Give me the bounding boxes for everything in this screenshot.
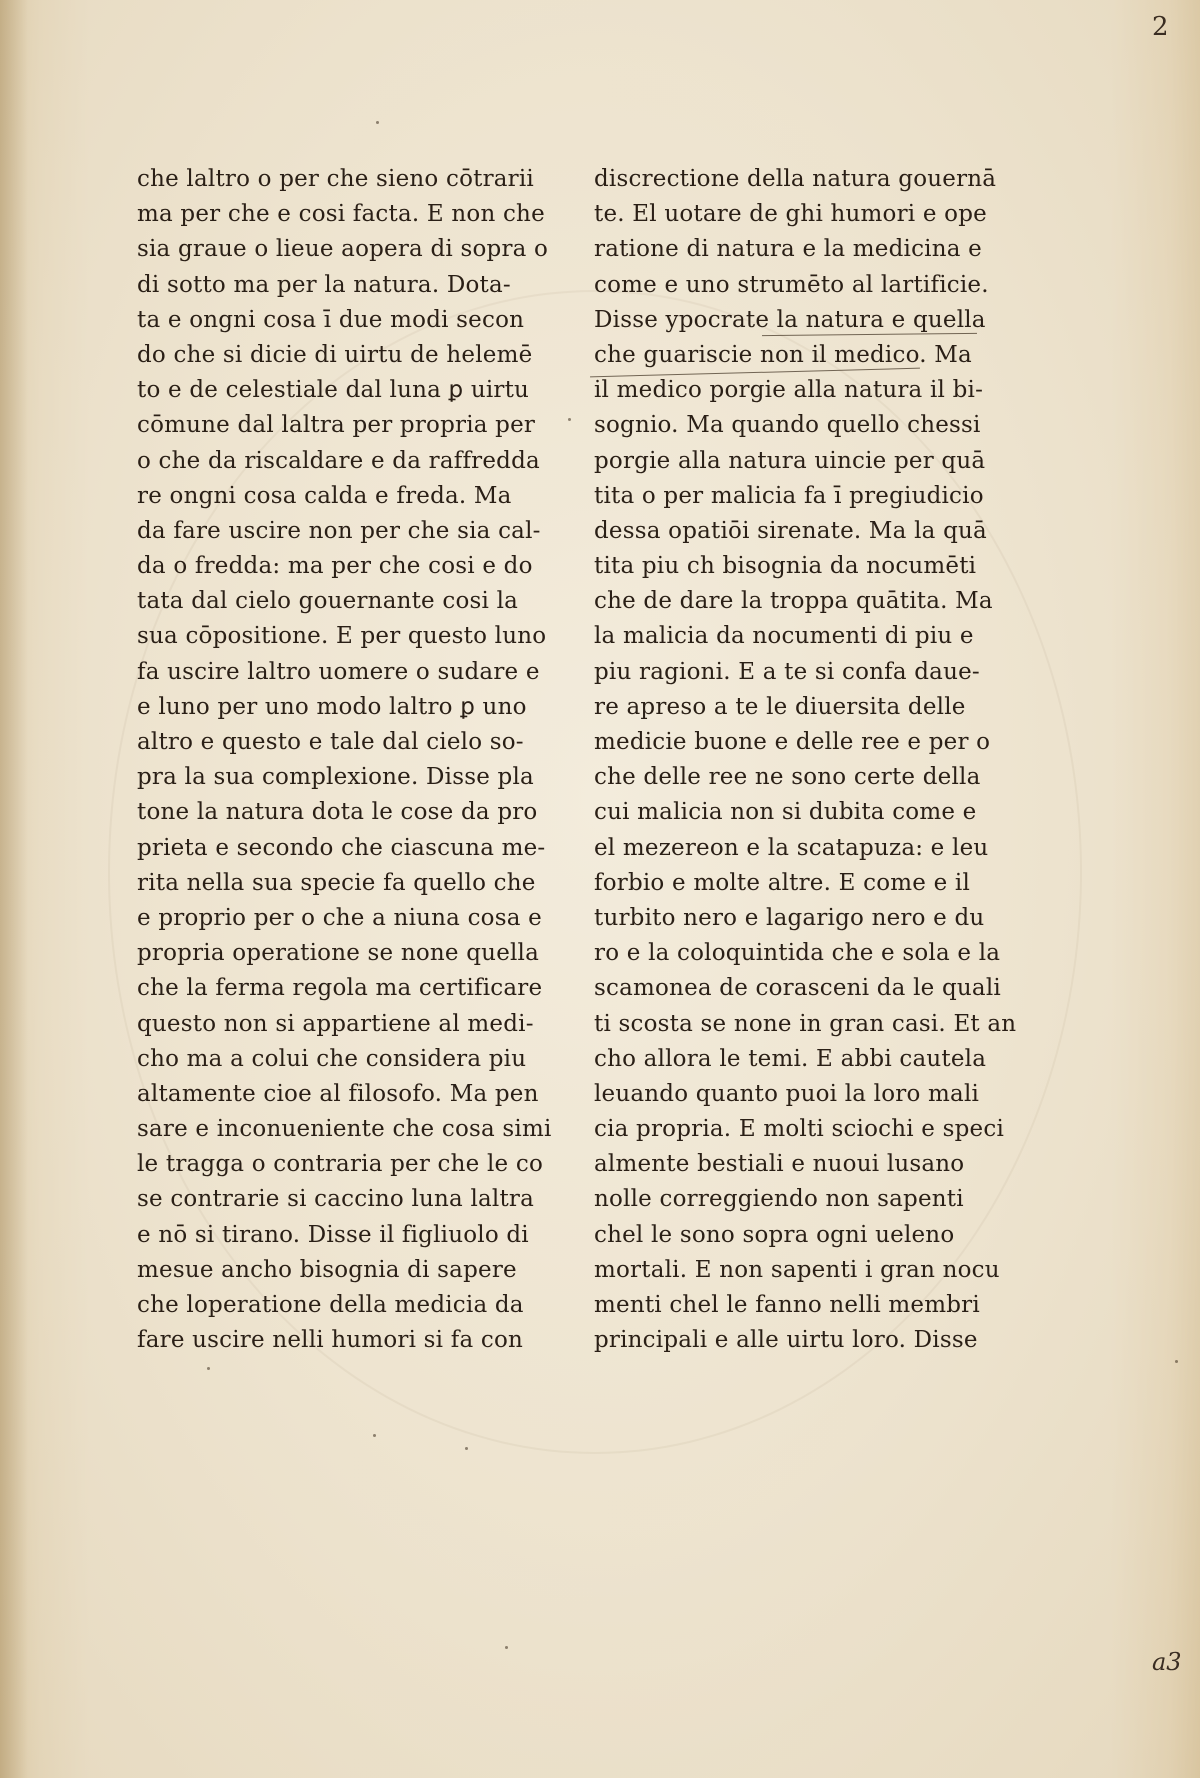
- text-line: ro e la coloquintida che e sola e la: [594, 940, 1001, 967]
- text-line: e luno per uno modo laltro ꝑ uno: [137, 693, 527, 720]
- text-line: rita nella sua specie fa quello che: [137, 869, 536, 896]
- text-line: discrectione della natura gouernā: [594, 166, 997, 192]
- text-line: piu ragioni. E a te si confa daue-: [594, 658, 980, 685]
- ink-fleck: [465, 1447, 468, 1450]
- text-line: porgie alla natura uincie per quā: [594, 447, 986, 474]
- left-text-column: [137, 162, 552, 1358]
- text-line: cui malicia non si dubita come e: [594, 799, 977, 826]
- text-line: che la ferma regola ma certificare: [137, 975, 543, 1002]
- text-line: tata dal cielo gouernante cosi la: [137, 588, 519, 615]
- text-line: che de dare la troppa quātita. Ma: [594, 588, 993, 615]
- text-line: cho ma a colui che considera piu: [137, 1045, 527, 1072]
- text-line: tita o per malicia fa ī pregiudicio: [594, 482, 984, 509]
- text-line: tita piu ch bisognia da nocumēti: [594, 553, 977, 580]
- text-line: le tragga o contraria per che le co: [137, 1151, 543, 1178]
- text-line: menti chel le fanno nelli membri: [594, 1292, 980, 1318]
- text-line: che laltro o per che sieno cōtrarii: [137, 166, 534, 192]
- page-gutter-shadow: [0, 0, 28, 1778]
- text-line: el mezereon e la scatapuza: e leu: [594, 834, 989, 861]
- text-line: e proprio per o che a niuna cosa e: [137, 904, 542, 931]
- text-line: che guariscie non il medico. Ma: [594, 341, 972, 368]
- text-line: propria operatione se none quella: [137, 940, 540, 967]
- ink-fleck: [373, 1434, 376, 1437]
- text-line: che loperatione della medicia da: [137, 1292, 524, 1318]
- text-line: mortali. E non sapenti i gran nocu: [594, 1256, 1000, 1283]
- text-line: fa uscire laltro uomere o sudare e: [137, 658, 540, 685]
- ink-fleck: [568, 418, 571, 421]
- text-line: leuando quanto puoi la loro mali: [594, 1080, 980, 1107]
- text-line: prieta e secondo che ciascuna me-: [137, 834, 546, 861]
- text-line: principali e alle uirtu loro. Disse: [594, 1327, 978, 1354]
- text-line: nolle correggiendo non sapenti: [594, 1186, 964, 1213]
- text-line: te. El uotare de ghi humori e ope: [594, 201, 987, 228]
- text-line: scamonea de corasceni da le quali: [594, 975, 1001, 1002]
- text-line: se contrarie si caccino luna laltra: [137, 1186, 535, 1213]
- text-line: turbito nero e lagarigo nero e du: [594, 904, 985, 931]
- text-line: di sotto ma per la natura. Dota-: [137, 271, 511, 298]
- text-line: dessa opatiōi sirenate. Ma la quā: [594, 517, 987, 544]
- text-line: cia propria. E molti sciochi e speci: [594, 1116, 1005, 1143]
- text-line: ti scosta se none in gran casi. Et an: [594, 1010, 1017, 1037]
- text-line: medicie buone e delle ree e per o: [594, 729, 991, 755]
- text-line: altro e questo e tale dal cielo so-: [137, 729, 524, 755]
- text-line: chel le sono sopra ogni ueleno: [594, 1221, 955, 1248]
- text-line: to e de celestiale dal luna ꝑ uirtu: [137, 377, 530, 404]
- text-line: tone la natura dota le cose da pro: [137, 799, 538, 826]
- ink-fleck: [207, 1367, 210, 1370]
- text-line: re apreso a te le diuersita delle: [594, 693, 966, 720]
- text-line: cho allora le temi. E abbi cautela: [594, 1045, 987, 1072]
- text-line: ta e ongni cosa ī due modi secon: [137, 306, 525, 333]
- text-line: re ongni cosa calda e freda. Ma: [137, 482, 512, 509]
- text-line: la malicia da nocumenti di piu e: [594, 623, 974, 650]
- text-line: ma per che e cosi facta. E non che: [137, 201, 545, 228]
- text-line: mesue ancho bisognia di sapere: [137, 1256, 517, 1283]
- text-line: il medico porgie alla natura il bi-: [594, 377, 984, 404]
- text-line: da fare uscire non per che sia cal-: [137, 517, 541, 544]
- text-line: fare uscire nelli humori si fa con: [137, 1327, 524, 1354]
- text-line: o che da riscaldare e da raffredda: [137, 447, 540, 474]
- text-line: come e uno strumēto al lartificie.: [594, 271, 989, 298]
- text-line: do che si dicie di uirtu de helemē: [137, 341, 533, 368]
- ink-fleck: [376, 121, 379, 124]
- text-line: sua cōpositione. E per questo luno: [137, 623, 547, 650]
- text-line: sognio. Ma quando quello chessi: [594, 412, 981, 439]
- text-line: sia graue o lieue aopera di sopra o: [137, 236, 549, 263]
- text-line: ratione di natura e la medicina e: [594, 236, 982, 263]
- right-text-column: [594, 162, 1017, 1358]
- text-line: che delle ree ne sono certe della: [594, 764, 981, 791]
- folio-number: 2: [1152, 12, 1169, 42]
- text-line: questo non si appartiene al medi-: [137, 1010, 534, 1037]
- text-line: Disse ypocrate la natura e quella: [594, 306, 986, 333]
- ink-fleck: [505, 1646, 508, 1649]
- text-line: e nō si tirano. Disse il figliuolo di: [137, 1221, 529, 1248]
- text-line: altamente cioe al filosofo. Ma pen: [137, 1080, 539, 1107]
- text-line: da o fredda: ma per che cosi e do: [137, 553, 533, 580]
- text-line: pra la sua complexione. Disse pla: [137, 764, 534, 791]
- text-line: cōmune dal laltra per propria per: [137, 412, 536, 439]
- text-line: almente bestiali e nuoui lusano: [594, 1151, 965, 1178]
- text-line: forbio e molte altre. E come e il: [594, 869, 971, 896]
- text-line: sare e inconueniente che cosa simi: [137, 1116, 552, 1143]
- signature-mark: a3: [1152, 1648, 1182, 1676]
- ink-fleck: [1175, 1360, 1178, 1363]
